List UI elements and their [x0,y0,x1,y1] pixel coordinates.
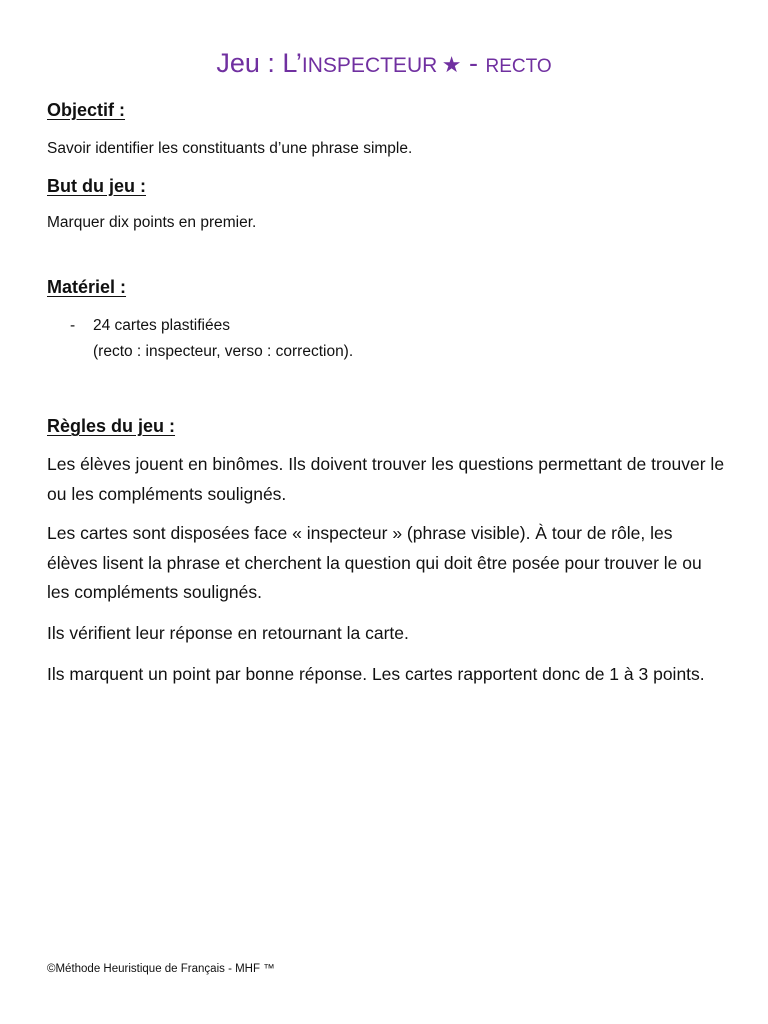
regles-paragraph: Les élèves jouent en binômes. Ils doivent trouver les questions permettant de trouver le ou les compléments soulignés. [47,454,725,504]
materiel-heading: Matériel : [47,277,127,297]
title-prefix: Jeu : L’ [216,48,302,78]
regles-paragraph: Ils vérifient leur réponse en retournant la carte. [47,623,409,643]
regles-paragraph: Ils marquent un point par bonne réponse. Les cartes rapportent donc de 1 à 3 points. [47,664,705,684]
list-item-line-2: (recto : inspecteur, verso : correction). [93,343,354,360]
list-item-line-1: 24 cartes plastifiées [93,317,230,334]
page-title [0,48,768,79]
regles-heading: Règles du jeu : [47,416,176,436]
but-text: Marquer dix points en premier. [47,214,257,231]
objectif-heading: Objectif : [47,100,126,120]
objectif-text: Savoir identifier les constituants d’une phrase simple. [47,140,413,157]
regles-paragraph: Les cartes sont disposées face « inspecteur » (phrase visible). À tour de rôle, les élèves lisent la phrase et cherchent la question qui doit être posée pour trouver le ou les compléments soulignés. [47,523,702,602]
list-dash: - [70,317,76,334]
star-icon: ★ [441,52,462,77]
but-heading: But du jeu : [47,176,146,196]
copyright-footer: ©Méthode Heuristique de Français - MHF ™ [47,963,275,975]
title-separator: - [461,48,486,78]
materiel-list-item [70,313,353,365]
title-game-name: INSPECTEUR [301,54,438,77]
title-side: RECTO [485,56,552,77]
